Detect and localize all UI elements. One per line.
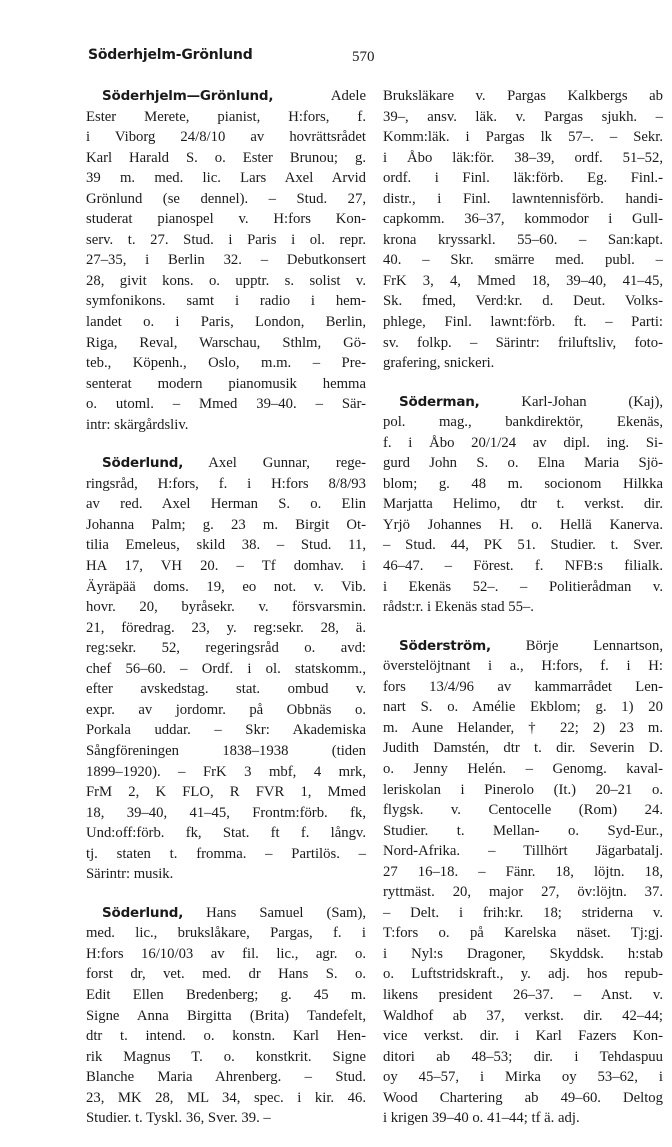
entry-text: Karl-Johan (Kaj), — [521, 393, 663, 410]
entry-text: pol. mag., bankdirektör, Ekenäs, — [383, 414, 663, 431]
entry-line — [86, 762, 366, 783]
entry-text: landet o. i Paris, London, Berlin, — [86, 314, 366, 331]
entry-text: Särintr: musik. — [86, 866, 174, 883]
entry-text: vice verkst. dir. i Karl Fazers Kon- — [383, 1028, 663, 1045]
entry-line — [383, 230, 663, 251]
entry-text: Yrjö Johannes H. o. Hellä Kanerva. — [383, 516, 663, 533]
entry-text: Adele — [330, 88, 366, 104]
entry-headword: Söderman, — [399, 393, 480, 410]
entry-line — [86, 333, 366, 354]
entry-line — [86, 1047, 366, 1068]
entry-text: sv. folkp. – Särintr: friluftsliv, foto- — [383, 334, 663, 351]
entry-text: i krigen 39–40 o. 41–44; tf ä. adj. — [383, 1110, 580, 1127]
entry-text: flygsk. v. Centocelle (Rom) 24. — [383, 802, 663, 819]
entry-text: Axel Gunnar, rege- — [208, 455, 366, 472]
entry-line — [86, 903, 366, 924]
entry-line — [383, 636, 663, 657]
entry-line — [383, 189, 663, 210]
entry-line — [86, 250, 366, 271]
entry-line — [383, 148, 663, 169]
entry-text: HA 17, VH 20. – Tf domhav. i — [86, 558, 366, 575]
entry-line — [383, 759, 663, 780]
entry-line — [383, 392, 663, 413]
entry-text: Johanna Palm; g. 23 m. Birgit Ot- — [86, 516, 366, 533]
entry-text: o. utoml. – Mmed 39–40. – Sär- — [86, 396, 366, 413]
entry-line — [86, 803, 366, 824]
entry-line — [383, 1067, 663, 1088]
entry-line — [86, 168, 366, 189]
entry-line — [86, 864, 366, 885]
entry-text: i Viborg 24/8/10 av hovrättsrådet — [86, 129, 366, 146]
running-head: Söderhjelm-Grönlund — [88, 47, 253, 63]
entry-text: ditori ab 48–53; dir. i Tehdaspuu — [383, 1048, 663, 1065]
entry-text: FrM 2, K FLO, R FVR 1, Mmed — [86, 784, 366, 801]
entry-line — [86, 374, 366, 395]
entry-line — [383, 821, 663, 842]
entry-line — [383, 474, 663, 495]
entry — [383, 86, 663, 374]
entry-text: gurd John S. o. Elna Maria Sjö- — [383, 455, 663, 472]
entry-text: Blanche Maria Ahrenberg. – Stud. — [86, 1069, 366, 1086]
entry-text: Bruksläkare v. Pargas Kalkbergs ab — [383, 88, 663, 104]
entry-line — [383, 780, 663, 801]
entry-line — [86, 415, 366, 436]
entry-text: tj. staten t. fromma. – Partilös. – — [86, 845, 366, 862]
entry-text: Judith Damstén, dtr t. dir. Severin D. — [383, 740, 663, 757]
entry-line — [86, 556, 366, 577]
entry-text: 18, 39–40, 41–45, Frontm:förb. fk, — [86, 804, 366, 821]
entry-line — [86, 923, 366, 944]
entry-text: teb., Köpenh., Oslo, m.m. – Pre- — [86, 355, 366, 372]
entry-text: Hans Samuel (Sam), — [206, 904, 366, 921]
entry-line — [86, 474, 366, 495]
entry-line — [86, 1067, 366, 1088]
entry-text: oy 45–57, i Mirka oy 53–62, i — [383, 1069, 663, 1086]
entry-line — [86, 1108, 366, 1129]
entry — [86, 903, 366, 1129]
entry-text: f. i Åbo 20/1/24 av dipl. ing. Si- — [383, 434, 663, 451]
entry-text: serv. t. 27. Stud. i Paris i ol. repr. — [86, 231, 366, 248]
entry-text: T:fors o. på Karelska näset. Tj:gj. — [383, 925, 663, 942]
entry-line — [383, 556, 663, 577]
entry-text: Grönlund (se dennel). – Stud. 27, — [86, 190, 366, 207]
entry-line — [86, 127, 366, 148]
entry-text: expr. av jordomr. på Obbnäs o. — [86, 701, 366, 718]
entry-text: Nord-Afrika. – Tillhört Jägarbatalj. — [383, 843, 663, 860]
entry-line — [383, 738, 663, 759]
entry-line — [86, 494, 366, 515]
entry-text: Börje Lennartson, — [525, 637, 663, 654]
entry-line — [383, 535, 663, 556]
entry-line — [383, 1088, 663, 1109]
entry-line — [86, 741, 366, 762]
entry-line — [383, 250, 663, 271]
entry-text: Marjatta Helimo, dtr t. verkst. dir. — [383, 496, 663, 513]
entry-text: likens president 26–37. – Anst. v. — [383, 986, 663, 1003]
entry-line — [383, 453, 663, 474]
entry-text: H:fors 16/10/03 av fil. lic., agr. o. — [86, 945, 366, 962]
entry-line — [86, 1026, 366, 1047]
entry-text: studerat pianospel v. H:fors Kon- — [86, 211, 366, 228]
entry-line — [86, 1088, 366, 1109]
entry-text: 1899–1920). – FrK 3 mbf, 4 mrk, — [86, 763, 366, 780]
entry-line — [383, 312, 663, 333]
entry-text: 40. – Skr. smärre med. publ. – — [383, 252, 663, 269]
entry-line — [383, 127, 663, 148]
entry-line — [86, 659, 366, 680]
entry-line — [383, 656, 663, 677]
entry-line — [383, 86, 663, 107]
entry-text: o. Luftstridskraft., y. adj. hos repub- — [383, 966, 663, 983]
entry-line — [86, 515, 366, 536]
entry-line — [86, 107, 366, 128]
entry-line — [383, 903, 663, 924]
entry-line — [86, 1006, 366, 1027]
entry-line — [86, 312, 366, 333]
entry-line — [383, 168, 663, 189]
entry-text: 28, givit kons. o. upptr. s. solist v. — [86, 272, 366, 289]
entry-line — [86, 209, 366, 230]
entry-line — [383, 697, 663, 718]
entry-line — [383, 353, 663, 374]
entry-text: m. Aune Helander, † 22; 2) 23 m. — [383, 719, 663, 736]
entry-text: 39 m. med. lic. Lars Axel Arvid — [86, 170, 366, 187]
entry-line — [86, 453, 366, 474]
entry-text: – Stud. 44, PK 51. Studier. t. Sver. — [383, 537, 663, 554]
entry-line — [86, 944, 366, 965]
entry-text: FrK 3, 4, Mmed 18, 39–40, 41–45, — [383, 272, 663, 289]
entry-text: 23, MK 28, ML 34, spec. i kir. 46. — [86, 1089, 366, 1106]
entry-line — [86, 597, 366, 618]
entry-text: Komm:läk. i Pargas lk 57–. – Sekr. — [383, 129, 663, 146]
entry-text: 21, föredrag. 23, y. reg:sekr. 28, ä. — [86, 619, 366, 636]
entry — [383, 392, 663, 618]
entry-text: med. lic., brukslåkare, Pargas, f. i — [86, 925, 366, 942]
entry-line — [383, 1006, 663, 1027]
entry-line — [383, 577, 663, 598]
entry-text: av red. Axel Herman S. o. Elin — [86, 496, 366, 513]
entry-line — [383, 107, 663, 128]
page-number: 570 — [352, 49, 375, 65]
entry-text: nart S. o. Amélie Ekblom; g. 1) 20 — [383, 699, 663, 716]
entry-line — [86, 148, 366, 169]
entry-text: – Delt. i frih:kr. 18; striderna v. — [383, 904, 663, 921]
entry-line — [86, 271, 366, 292]
entry-headword: Söderström, — [399, 637, 491, 654]
entry-line — [86, 189, 366, 210]
entry-text: phlege, Finl. lawnt:förb. ft. – Parti: — [383, 314, 663, 331]
entry-line — [383, 862, 663, 883]
entry-text: Wood Chartering ab 49–60. Deltog — [383, 1089, 663, 1106]
entry-text: Und:off:förb. fk, Stat. ft f. långv. — [86, 825, 366, 842]
entry-text: leriskolan i Pinerolo (It.) 20–21 o. — [383, 781, 663, 798]
entry-line — [383, 944, 663, 965]
entry-text: distr., i Finl. lawntennisförb. handi- — [383, 190, 663, 207]
entry-line — [383, 718, 663, 739]
entry-line — [86, 720, 366, 741]
entry-line — [86, 782, 366, 803]
entry-text: Studier. t. Mellan- o. Syd-Eur., — [383, 822, 663, 839]
entry-text: reg:sekr. 52, regeringsråd o. avd: — [86, 640, 366, 657]
entry — [383, 636, 663, 1129]
entry-text: Studier. t. Tyskl. 36, Sver. 39. – — [86, 1110, 271, 1127]
entry-headword: Söderlund, — [102, 455, 184, 472]
entry-line — [383, 985, 663, 1006]
entry-line — [383, 1026, 663, 1047]
entry-line — [383, 515, 663, 536]
entry-line — [86, 230, 366, 251]
entry-text: hovr. 20, byråsekr. v. försvarsmin. — [86, 599, 366, 616]
entry-text: chef 56–60. – Ordf. i ol. statskomm., — [86, 660, 366, 677]
entry-text: blom; g. 48 m. socionom Hilkka — [383, 475, 663, 492]
entry-text: Waldhof ab 37, verkst. dir. 42–44; — [383, 1007, 663, 1024]
entry-line — [86, 964, 366, 985]
entry-line — [383, 271, 663, 292]
entry-line — [86, 844, 366, 865]
entry-line — [383, 923, 663, 944]
entry-line — [86, 353, 366, 374]
entry-text: Sångföreningen 1838–1938 (tiden — [86, 742, 366, 759]
entry-text: forst dr, vet. med. dr Hans S. o. — [86, 966, 366, 983]
entry-text: ringsråd, H:fors, f. i H:fors 8/8/93 — [86, 475, 366, 492]
entry-text: krona kryssarkl. 55–60. – San:kapt. — [383, 231, 663, 248]
entry-line — [86, 700, 366, 721]
entry-text: rik Magnus T. o. konstkrit. Signe — [86, 1048, 366, 1065]
entry-headword: Söderlund, — [102, 904, 184, 921]
entry — [86, 453, 366, 884]
entry-line — [383, 800, 663, 821]
entry-text: Edit Ellen Bredenberg; g. 45 m. — [86, 986, 366, 1003]
entry-line — [383, 412, 663, 433]
entry-line — [86, 394, 366, 415]
entry-line — [383, 1108, 663, 1129]
entry-text: i Åbo läk:för. 38–39, ordf. 51–52, — [383, 149, 663, 166]
entry-text: fors 13/4/96 av kammarrådet Len- — [383, 678, 663, 695]
entry-line — [383, 964, 663, 985]
entry-line — [383, 841, 663, 862]
entry-text: Äyräpää doms. 19, eo not. v. Vib. — [86, 578, 366, 595]
entry — [86, 86, 366, 435]
entry-line — [86, 86, 366, 107]
entry-line — [383, 1047, 663, 1068]
entry-text: Sk. fmed, Verd:kr. d. Deut. Volks- — [383, 293, 663, 310]
entry-line — [86, 823, 366, 844]
entry-line — [383, 677, 663, 698]
entry-line — [86, 291, 366, 312]
entry-text: 39–, ansv. läk. v. Pargas sjukh. – — [383, 108, 663, 125]
entry-text: överstelöjtnant i a., H:fors, f. i H: — [383, 658, 663, 675]
right-column — [383, 86, 663, 1147]
entry-line — [86, 535, 366, 556]
entry-line — [383, 433, 663, 454]
entry-text: symfonikons. samt i radio i hem- — [86, 293, 366, 310]
entry-text: Riga, Reval, Warschau, Sthlm, Gö- — [86, 334, 366, 351]
entry-text: tilia Emeleus, skild 38. – Stud. 11, — [86, 537, 366, 554]
entry-line — [383, 209, 663, 230]
entry-line — [86, 577, 366, 598]
entry-text: 46–47. – Förest. f. NFB:s filialk. — [383, 558, 663, 575]
entry-text: Ester Merete, pianist, H:fors, f. — [86, 108, 366, 125]
entry-text: grafering, snickeri. — [383, 355, 495, 372]
entry-text: efter avskedstag. stat. ombud v. — [86, 681, 366, 698]
entry-text: dtr t. intend. o. konstn. Karl Hen- — [86, 1028, 366, 1045]
entry-text: 27–35, i Berlin 32. – Debutkonsert — [86, 252, 366, 269]
entry-line — [383, 597, 663, 618]
entry-text: i Nyl:s Dragoner, Skyddsk. h:stab — [383, 945, 663, 962]
entry-line — [86, 618, 366, 639]
left-column — [86, 86, 366, 1147]
entry-text: rådst:r. i Ekenäs stad 55–. — [383, 599, 534, 616]
entry-text: Signe Anna Birgitta (Brita) Tandefelt, — [86, 1007, 366, 1024]
entry-text: 27 16–18. – Fänr. 18, löjtn. 18, — [383, 863, 663, 880]
entry-text: i Ekenäs 52–. – Politierådman v. — [383, 578, 663, 595]
entry-text: ordf. i Finl. läk:förb. Eg. Finl.- — [383, 170, 663, 187]
entry-line — [86, 679, 366, 700]
entry-text: capkomm. 36–37, kommodor i Gull- — [383, 211, 663, 228]
entry-line — [86, 985, 366, 1006]
entry-text: Karl Harald S. o. Ester Brunou; g. — [86, 149, 366, 166]
entry-line — [383, 494, 663, 515]
entry-text: o. Jenny Helén. – Genomg. kaval- — [383, 760, 663, 777]
entry-line — [383, 291, 663, 312]
entry-line — [86, 638, 366, 659]
entry-line — [383, 882, 663, 903]
entry-line — [383, 333, 663, 354]
entry-text: Porkala uddar. – Skr: Akademiska — [86, 722, 366, 739]
entry-text: senterat modern pianomusik hemma — [86, 375, 366, 392]
entry-headword: Söderhjelm—Grönlund, — [102, 88, 274, 104]
entry-text: ryttmäst. 20, major 27, öv:löjtn. 37. — [383, 884, 663, 901]
entry-text: intr: skärgårdsliv. — [86, 416, 189, 433]
